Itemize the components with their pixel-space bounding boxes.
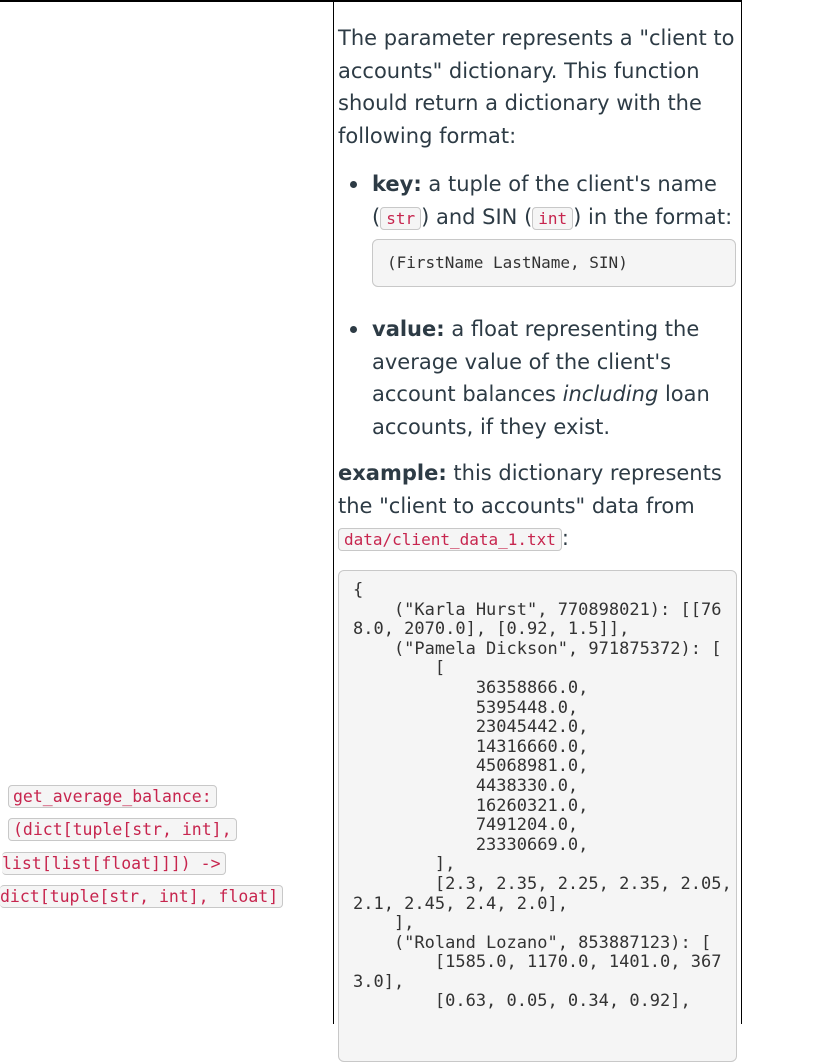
example-code-block: { ("Karla Hurst", 770898021): [[76 8.0, 2070.0], [0.92, 1.5]], ("Pamela Dickson", 971875372): [ [ 36358866.0, 5395448.0, 23045442.0, 14316660.0, 45068981.0, 4438330.0, 16260321.0, 7491204.0, 23330669.0, ], [2.3, 2.35, 2.25, 2.35, 2.05, 2.1, 2.45, 2.4, 2.0], ], ("Roland Lozano", 853887123): [ [1585.0, 1170.0, 1401.0, 367 3.0], [0.63, 0.05, 0.34, 0.92], [338,570,737,1062]
example-paragraph: example: this dictionary represents the "client to accounts" data from data/client_data_1.txt : [338,461,722,550]
format-list [338,168,736,443]
function-description [338,22,736,557]
signature-line-1: get_average_balance: [8,785,217,808]
str-code: str [380,207,421,230]
signature-line-3: list[list[float]]]) -> [2,852,226,875]
intro-paragraph: The parameter represents a "client to accounts" dictionary. This function should return a dictionary with the following format: [338,26,735,148]
table-top-border [0,0,742,2]
signature-line-4: dict[tuple[str, int], float] [0,885,283,908]
key-label: key: [372,172,422,196]
column-divider [333,0,334,1024]
list-item-value: value: a float representing the average value of the client's account balances including loan accounts, if they exist. [338,313,736,443]
list-item-key: key: a tuple of the client's name ( str ) and SIN ( int ) in the format: (FirstName LastName, SIN) [338,168,736,287]
key-format-code: (FirstName LastName, SIN) [372,239,736,287]
table-right-border [741,0,742,1024]
function-signature [0,782,328,915]
example-label: example: [338,461,447,485]
signature-line-2: (dict[tuple[str, int], [8,818,237,841]
value-label: value: [372,317,445,341]
data-file-code: data/client_data_1.txt [338,528,562,551]
int-code: int [532,207,573,230]
